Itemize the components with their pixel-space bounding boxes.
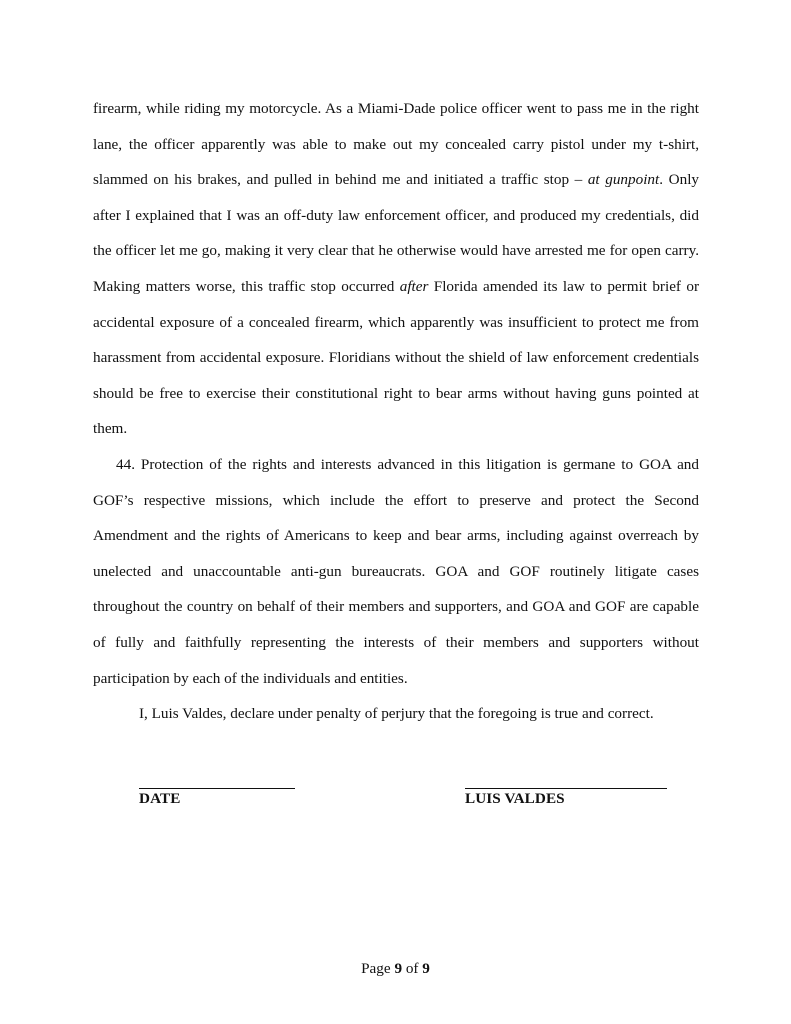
- document-body: [93, 91, 699, 732]
- p43-text-1: firearm, while riding my motorcycle. As a Miami-Dade police officer went to pass me in the right lane, the officer apparently was able to make out my concealed carry pistol under my t-shirt, slammed on his brakes, and pulled in behind me and initiated a traffic stop –: [93, 100, 699, 189]
- signer-name-label: LUIS VALDES: [465, 790, 565, 807]
- date-label: DATE: [139, 790, 181, 807]
- footer-of-word: of: [405, 960, 419, 977]
- date-signature-line: [139, 788, 295, 789]
- name-signature-line: [465, 788, 667, 789]
- p43-text-2: . Only after I explained that I was an off-duty law enforcement officer, and produced my credentials, did the officer let me go, making it very clear that he otherwise would have arrested me for open carry. Making matters worse, this traffic stop occurred: [93, 171, 700, 295]
- declaration-statement: I, Luis Valdes, declare under penalty of perjury that the foregoing is true and correct.: [139, 705, 654, 723]
- page-footer: [0, 960, 791, 978]
- footer-current-page: 9: [394, 960, 403, 977]
- p43-italic-after: after: [399, 277, 429, 295]
- p43-italic-at-gunpoint: at gunpoint: [587, 171, 660, 189]
- footer-total-pages: 9: [422, 960, 430, 977]
- paragraph-43-continued: [93, 91, 699, 447]
- p43-text-3: Florida amended its law to permit brief or accidental exposure of a concealed firearm, which apparently was insufficient to protect me from harassment from accidental exposure. Floridians without the shield of law enforcement credentials should be free to exercise their constitutional right to bear arms without having guns pointed at them.: [93, 277, 700, 438]
- paragraph-44: 44. Protection of the rights and interests advanced in this litigation is germane to GOA and GOF’s respective missions, which include the effort to preserve and protect the Second Amendment and the rights of Americans to keep and bear arms, including against overreach by unelected and unaccountable anti-gun bureaucrats. GOA and GOF routinely litigate cases throughout the country on behalf of their members and supporters, and GOA and GOF are capable of fully and faithfully representing the interests of their members and supporters without participation by each of the individuals and entities.: [93, 455, 699, 687]
- footer-page-word: Page: [361, 960, 391, 977]
